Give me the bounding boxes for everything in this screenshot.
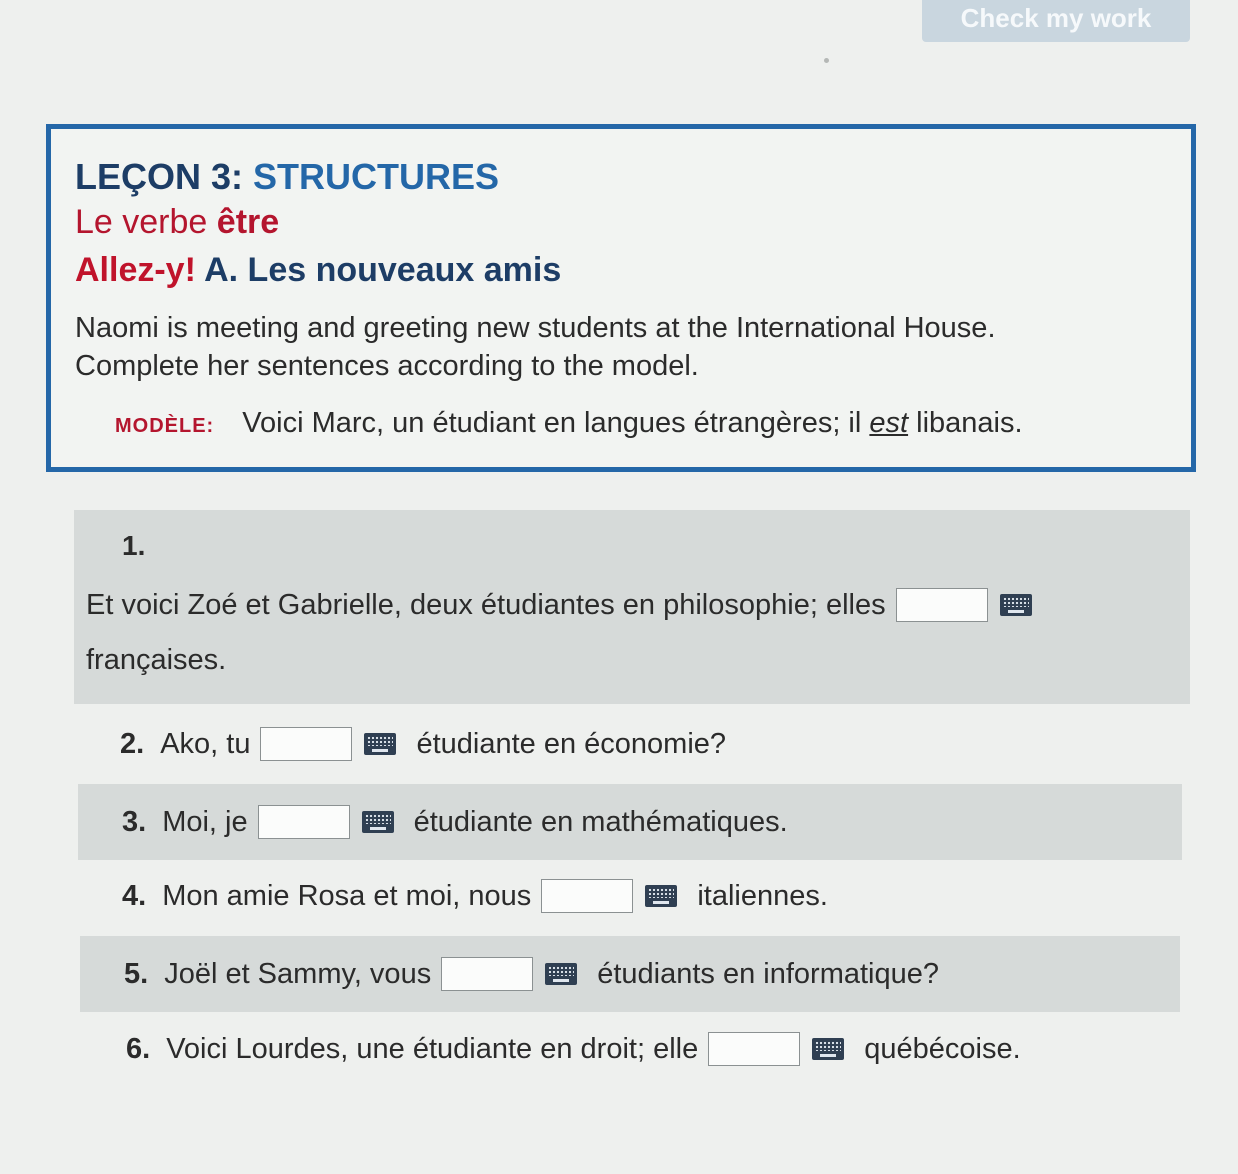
question-text-before: Mon amie Rosa et moi, nous (162, 879, 532, 912)
instructions-line-1: Naomi is meeting and greeting new students at the International House. (75, 312, 996, 344)
model-text-after: libanais. (916, 407, 1023, 439)
subtitle-text: Le verbe (75, 203, 208, 241)
question-text-after: étudiants en informatique? (597, 957, 939, 990)
question-text-after: québécoise. (864, 1032, 1021, 1065)
keyboard-icon[interactable] (362, 811, 394, 833)
lesson-header-box (46, 124, 1196, 472)
question-1 (74, 510, 1190, 704)
keyboard-icon[interactable] (364, 733, 396, 755)
keyboard-icon[interactable] (812, 1038, 844, 1060)
question-text-after: françaises. (86, 644, 227, 676)
keyboard-icon[interactable] (645, 885, 677, 907)
question-4 (78, 866, 1182, 926)
question-text-after: étudiante en économie? (416, 727, 727, 760)
question-text-before: Et voici Zoé et Gabrielle, deux étudiantes en philosophie; elles (86, 588, 886, 621)
lesson-topic: STRUCTURES (253, 156, 500, 197)
exercise-name: A. Les nouveaux amis (204, 251, 562, 289)
lesson-title (75, 155, 1167, 199)
question-number: 4. (122, 879, 147, 912)
question-number: 5. (124, 957, 149, 990)
instructions-line-2: Complete her sentences according to the model. (75, 350, 699, 382)
answer-input-6[interactable] (708, 1032, 800, 1066)
question-6 (82, 1018, 1182, 1080)
question-number: 3. (122, 805, 147, 838)
question-2 (74, 714, 1190, 774)
keyboard-icon[interactable] (1000, 594, 1032, 616)
model-verb: est (869, 407, 909, 439)
check-my-work-button[interactable]: Check my work (922, 0, 1190, 42)
lesson-number: LEÇON 3: (75, 156, 244, 197)
answer-input-5[interactable] (441, 957, 533, 991)
question-text-after: étudiante en mathématiques. (413, 805, 788, 838)
exercise-prefix: Allez-y! (75, 251, 196, 289)
question-number: 6. (126, 1032, 151, 1065)
decorative-dot (824, 58, 829, 63)
question-5 (80, 936, 1180, 1012)
model-text-before: Voici Marc, un étudiant en langues étrangères; il (242, 407, 862, 439)
question-text-before: Voici Lourdes, une étudiante en droit; elle (166, 1032, 699, 1065)
question-number: 2. (120, 727, 145, 760)
answer-input-3[interactable] (258, 805, 350, 839)
question-text-before: Joël et Sammy, vous (164, 957, 432, 990)
exercise-title (75, 245, 1167, 295)
instructions (75, 309, 1167, 385)
subtitle-verb: être (216, 203, 280, 241)
lesson-subtitle (75, 199, 1167, 245)
keyboard-icon[interactable] (545, 963, 577, 985)
question-3 (78, 784, 1182, 860)
model-label: MODÈLE: (115, 415, 215, 437)
question-text-before: Moi, je (162, 805, 248, 838)
question-text-before: Ako, tu (160, 727, 251, 760)
question-number: 1. (122, 530, 146, 561)
model-sentence (75, 407, 1167, 440)
answer-input-2[interactable] (260, 727, 352, 761)
question-text-after: italiennes. (697, 879, 828, 912)
answer-input-4[interactable] (541, 879, 633, 913)
answer-input-1[interactable] (896, 588, 988, 622)
